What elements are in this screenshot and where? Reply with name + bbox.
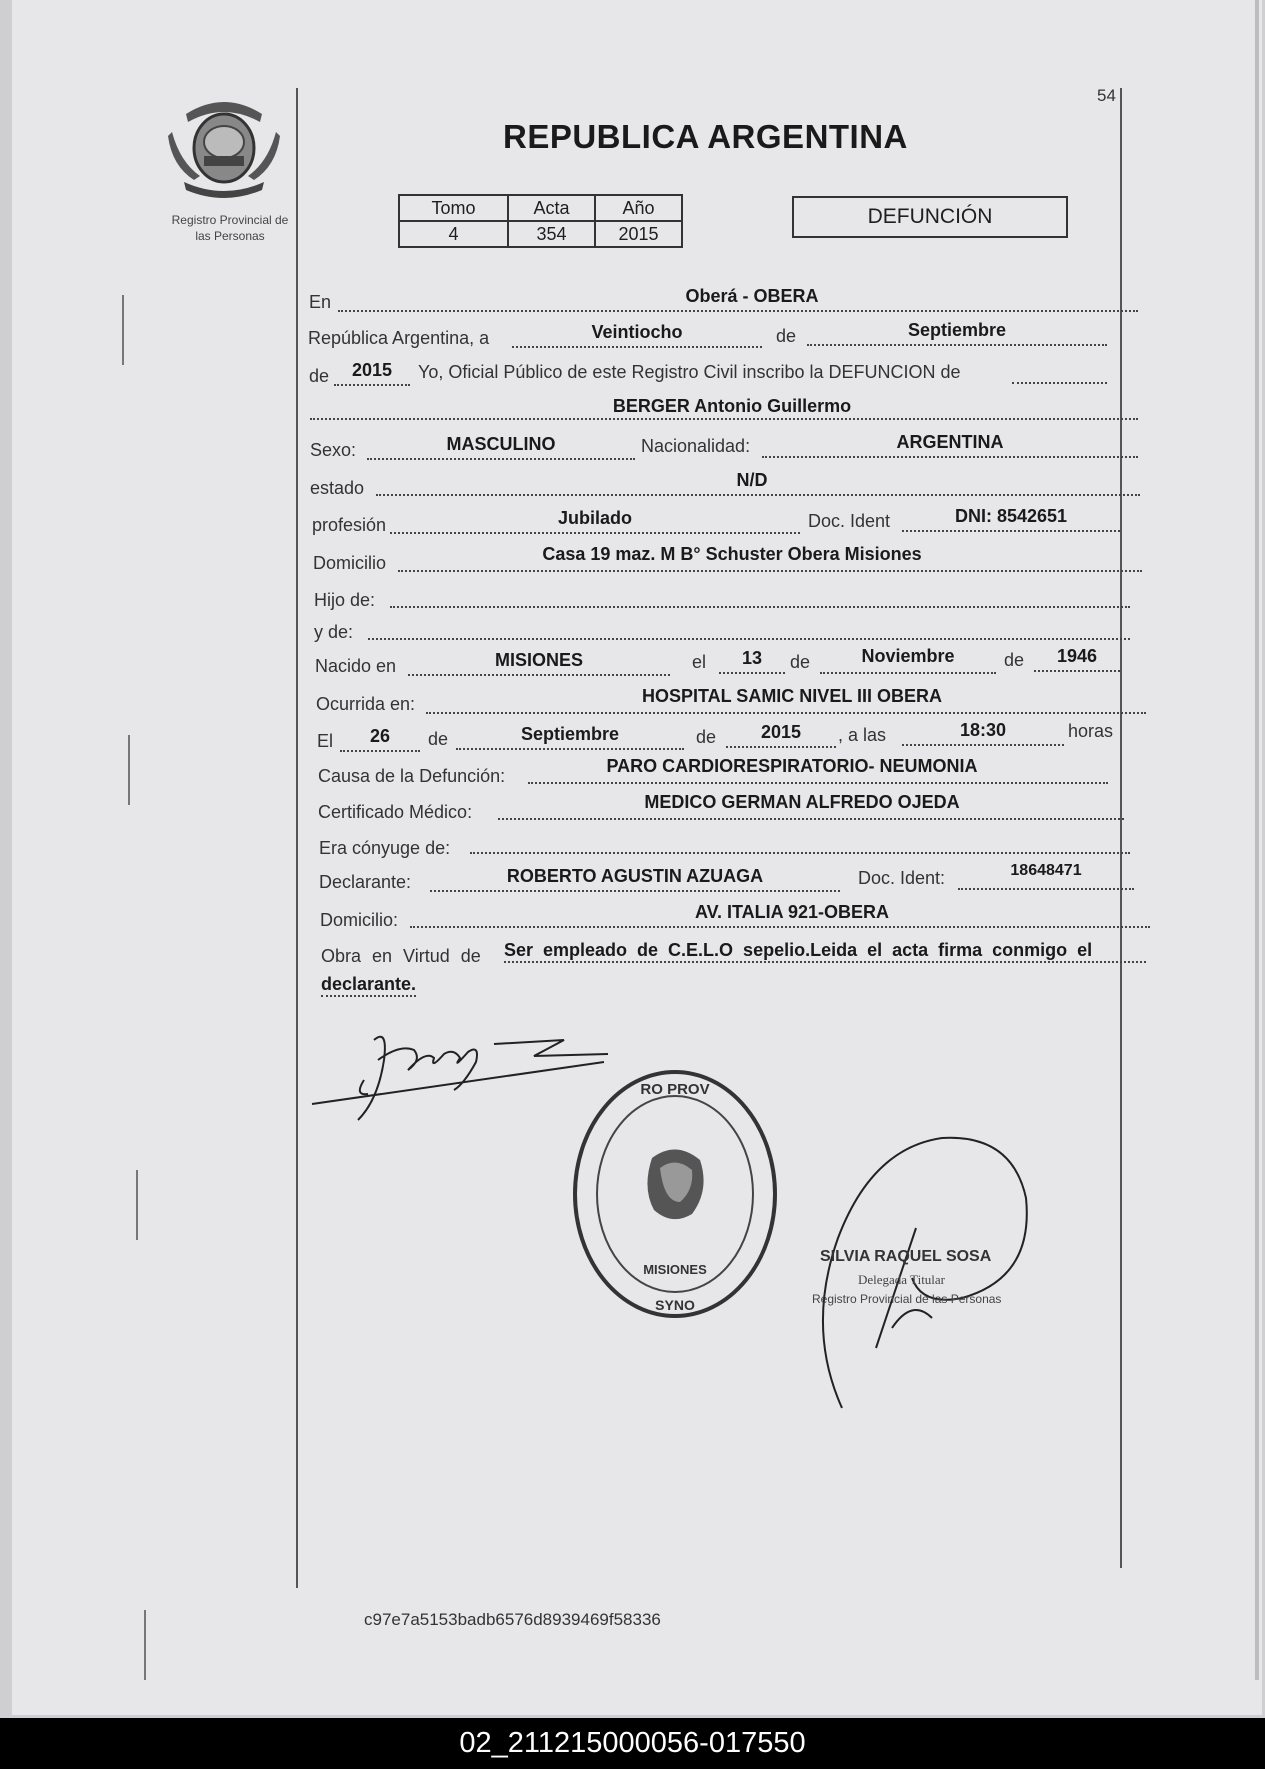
- hole-mark: [136, 1170, 138, 1240]
- dots-declarante: [430, 890, 840, 892]
- dots-domicilio2: [410, 926, 1150, 928]
- def-anio-value: 2015: [760, 722, 802, 742]
- sexo-value: MASCULINO: [446, 434, 556, 454]
- page-edge: [1255, 0, 1259, 1680]
- official-title: Delegada Titular: [858, 1272, 946, 1287]
- svg-text:SYNO: SYNO: [655, 1297, 695, 1313]
- label-el: el: [692, 652, 707, 672]
- label-oficial: Yo, Oficial Público de este Registro Civil inscribo la DEFUNCION de: [418, 362, 961, 382]
- dots-nacionalidad: [762, 456, 1138, 458]
- def-mes-value: Septiembre: [520, 724, 620, 744]
- label-de-a: de: [790, 652, 811, 672]
- mes-value: Septiembre: [907, 320, 1007, 340]
- label-sexo: Sexo:: [310, 440, 357, 460]
- emblem-caption: Registro Provincial de las Personas: [171, 213, 289, 243]
- label-domicilio2: Domicilio:: [320, 910, 399, 930]
- label-ocurrida-en: Ocurrida en:: [316, 694, 416, 714]
- lugar-value: Oberá - OBERA: [685, 286, 819, 306]
- file-id-strip: 02_211215000056-017550: [0, 1718, 1265, 1769]
- hole-mark: [122, 295, 124, 365]
- dots-nac-mes: [820, 672, 996, 674]
- anio-value: 2015: [595, 221, 682, 247]
- dots-anio: [334, 384, 410, 386]
- label-obra: Obra en Virtud de: [321, 946, 481, 966]
- dots-conyuge: [470, 852, 1130, 854]
- causa-value: PARO CARDIORESPIRATORIO- NEUMONIA: [606, 756, 978, 776]
- ocurrida-en-value: HOSPITAL SAMIC NIVEL III OBERA: [641, 686, 943, 706]
- tomo-header: Tomo: [399, 195, 508, 221]
- dots-fallecido: [310, 418, 1138, 420]
- dots-dia: [512, 346, 762, 348]
- official-org: Registro Provincial de las Personas: [812, 1292, 1002, 1306]
- label-de-b: de: [1004, 650, 1025, 670]
- fallecido-value: BERGER Antonio Guillermo: [612, 396, 852, 416]
- dots-oficial: [1012, 382, 1107, 384]
- dots-domicilio: [398, 570, 1142, 572]
- nac-mes-value: Noviembre: [861, 646, 955, 666]
- domicilio-value: Casa 19 maz. M B° Schuster Obera Misiones: [542, 544, 922, 564]
- svg-text:MISIONES: MISIONES: [643, 1262, 707, 1277]
- declarante-doc-value: 18648471: [1010, 862, 1082, 879]
- dots-def-hora: [902, 744, 1064, 746]
- label-doc-ident: Doc. Ident: [808, 511, 891, 531]
- dots-nacido-en: [408, 674, 670, 676]
- page-number: 54: [1097, 86, 1116, 105]
- act-type-box: DEFUNCIÓN: [792, 196, 1068, 238]
- label-el2: El: [317, 731, 334, 751]
- profesion-value: Jubilado: [557, 508, 632, 528]
- label-de: de: [776, 326, 797, 346]
- official-name: SILVIA RAQUEL SOSA: [820, 1248, 992, 1265]
- estado-value: N/D: [736, 470, 768, 490]
- hole-mark: [144, 1610, 146, 1680]
- def-dia-value: 26: [369, 726, 391, 746]
- dots-nac-anio: [1034, 670, 1120, 672]
- label-causa: Causa de la Defunción:: [318, 766, 506, 786]
- nac-dia-value: 13: [741, 648, 763, 668]
- label-de-c: de: [428, 729, 449, 749]
- label-hijo-de: Hijo de:: [314, 590, 376, 610]
- anio-header: Año: [595, 195, 682, 221]
- label-nacido-en: Nacido en: [315, 656, 397, 676]
- label-profesion: profesión: [312, 515, 387, 535]
- label-de-d: de: [696, 727, 717, 747]
- dots-causa: [528, 782, 1108, 784]
- left-margin-line: [296, 88, 298, 1588]
- dots-def-anio: [726, 746, 836, 748]
- dots-sexo: [367, 458, 635, 460]
- label-certificado: Certificado Médico:: [318, 802, 473, 822]
- anio-value: 2015: [351, 360, 393, 380]
- dots-declarante-doc: [958, 888, 1134, 890]
- provincial-emblem: [164, 92, 284, 202]
- acta-value: 354: [508, 221, 595, 247]
- nacionalidad-value: ARGENTINA: [896, 432, 1004, 452]
- dots-def-dia: [340, 750, 420, 752]
- documento-value: DNI: 8542651: [954, 506, 1068, 526]
- dots-ocurrida: [426, 712, 1146, 714]
- official-stamp: [568, 1064, 782, 1324]
- label-republica: República Argentina, a: [308, 328, 490, 348]
- obra-line1-value: Ser empleado de C.E.L.O sepelio.Leida el acta firma conmigo el: [504, 940, 1146, 963]
- dots-certificado: [498, 818, 1124, 820]
- hole-mark: [128, 735, 130, 805]
- label-de2: de: [309, 366, 330, 386]
- declarante-value: ROBERTO AGUSTIN AZUAGA: [506, 866, 764, 886]
- dia-value: Veintiocho: [591, 322, 683, 342]
- svg-text:RO PROV: RO PROV: [640, 1081, 710, 1098]
- label-nacionalidad: Nacionalidad:: [641, 436, 751, 456]
- dots-nac-dia: [719, 672, 785, 674]
- dots-doc: [902, 530, 1120, 532]
- certificado-value: MEDICO GERMAN ALFREDO OJEDA: [644, 792, 960, 812]
- label-en: En: [309, 292, 332, 312]
- label-horas: horas: [1068, 721, 1114, 741]
- label-conyuge: Era cónyuge de:: [319, 838, 451, 858]
- nacido-en-value: MISIONES: [494, 650, 583, 670]
- document-hash: c97e7a5153badb6576d8939469f58336: [364, 1610, 661, 1629]
- label-declarante: Declarante:: [319, 872, 412, 892]
- label-a-las: , a las: [838, 725, 887, 745]
- acta-header: Acta: [508, 195, 595, 221]
- def-hora-value: 18:30: [959, 720, 1007, 740]
- dots-y-de: [368, 638, 1130, 640]
- dots-en: [338, 310, 1138, 312]
- dots-mes: [807, 344, 1107, 346]
- tomo-acta-anio-table: [398, 194, 683, 248]
- tomo-value: 4: [399, 221, 508, 247]
- dots-estado: [376, 494, 1140, 496]
- nac-anio-value: 1946: [1056, 646, 1098, 666]
- label-domicilio: Domicilio: [313, 553, 387, 573]
- label-doc-ident2: Doc. Ident:: [858, 868, 946, 888]
- label-estado: estado: [310, 478, 365, 498]
- label-y-de: y de:: [314, 622, 354, 642]
- dots-hijo-de: [390, 606, 1130, 608]
- obra-line2-value: declarante.: [321, 974, 416, 997]
- dots-def-mes: [456, 748, 684, 750]
- declarante-domicilio-value: AV. ITALIA 921-OBERA: [694, 902, 890, 922]
- document-title: REPUBLICA ARGENTINA: [503, 118, 908, 155]
- document-page: [12, 0, 1262, 1715]
- dots-profesion: [390, 532, 800, 534]
